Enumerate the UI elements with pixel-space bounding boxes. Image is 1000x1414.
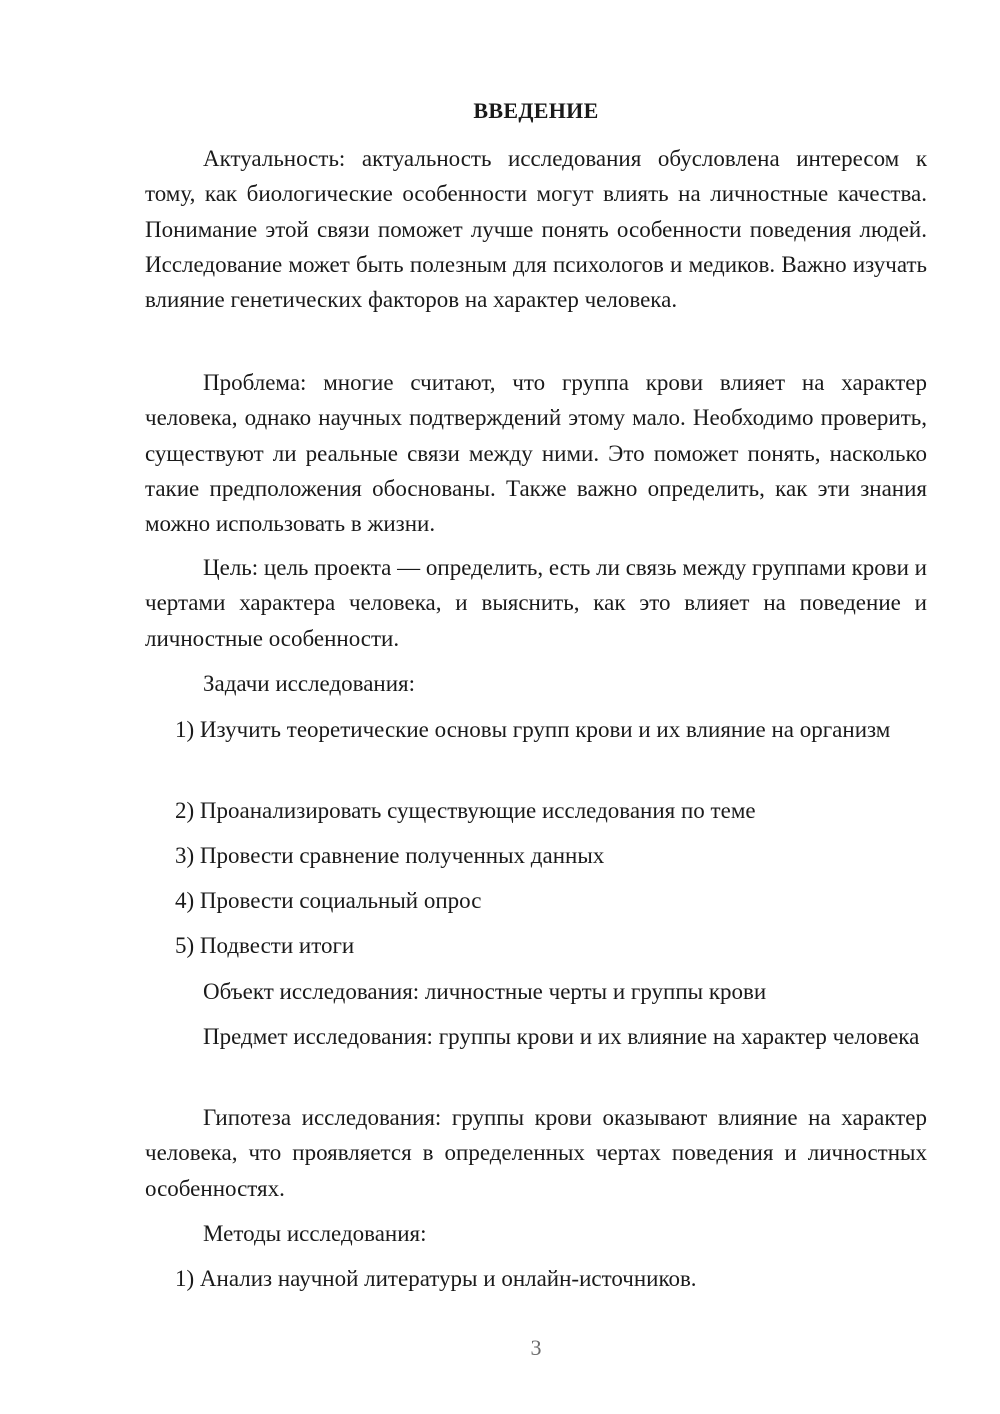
- relevance-paragraph: Актуальность: актуальность исследования обусловлена интересом к тому, как биологические особенности могут влиять на личностные качества. Понимание этой связи поможет лучше понять особенности поведения людей. Исследование может быть полезным для психологов и медиков. Важно изучать влияние генетических факторов на характер человека.: [145, 146, 927, 313]
- task-item: 5) Подвести итоги: [175, 933, 355, 958]
- page-title: ВВЕДЕНИЕ: [473, 98, 599, 123]
- tasks-heading: Задачи исследования:: [203, 671, 416, 696]
- object-paragraph: Объект исследования: личностные черты и группы крови: [203, 979, 767, 1004]
- task-item: 4) Провести социальный опрос: [175, 888, 482, 913]
- method-item: 1) Анализ научной литературы и онлайн-источников.: [175, 1266, 697, 1291]
- hypothesis-paragraph: Гипотеза исследования: группы крови оказывают влияние на характер человека, что проявляется в определенных чертах поведения и личностных особенностях.: [145, 1105, 927, 1201]
- task-item: 3) Провести сравнение полученных данных: [175, 843, 605, 868]
- methods-heading: Методы исследования:: [203, 1221, 427, 1246]
- task-item: 1) Изучить теоретические основы групп крови и их влияние на организм: [175, 717, 891, 742]
- problem-paragraph: Проблема: многие считают, что группа крови влияет на характер человека, однако научных подтверждений этому мало. Необходимо проверить, существуют ли реальные связи между ними. Это поможет понять, насколько такие предположения обоснованы. Также важно определить, как эти знания можно использовать в жизни.: [145, 370, 927, 537]
- goal-paragraph: Цель: цель проекта — определить, есть ли связь между группами крови и чертами характера человека, и выяснить, как это влияет на поведение и личностные особенности.: [145, 555, 927, 651]
- subject-paragraph: Предмет исследования: группы крови и их влияние на характер человека: [203, 1024, 920, 1049]
- task-item: 2) Проанализировать существующие исследования по теме: [175, 798, 756, 823]
- page-number: 3: [530, 1335, 542, 1360]
